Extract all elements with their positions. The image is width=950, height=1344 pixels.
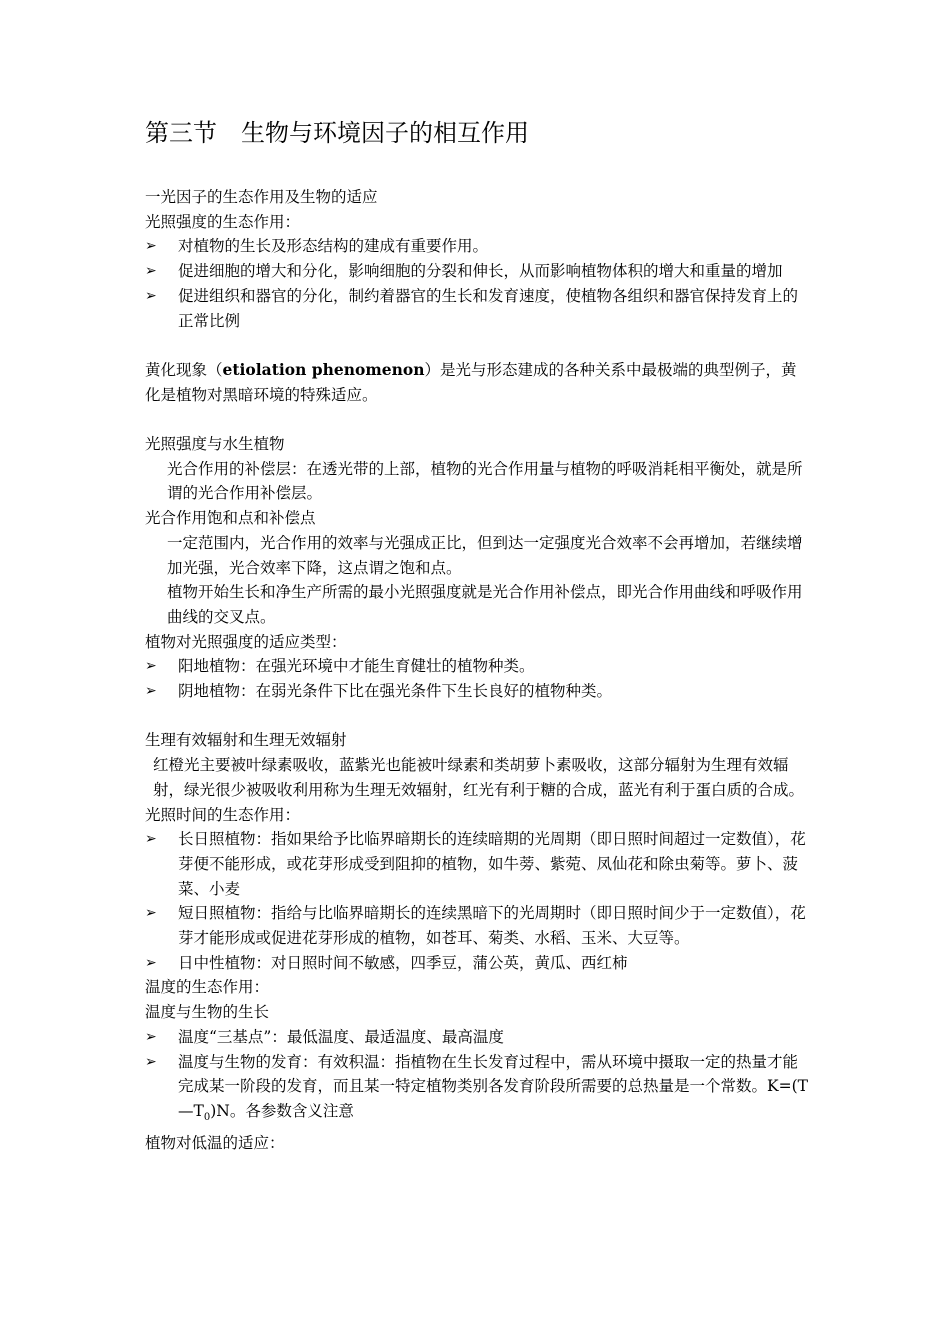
list-item: ➢ 促进细胞的增大和分化，影响细胞的分裂和伸长，从而影响植物体积的增大和重量的增加	[145, 259, 810, 284]
bullet-arrow-icon: ➢	[145, 954, 157, 971]
list-item: ➢ 阳地植物：在强光环境中才能生育健壮的植物种类。	[145, 654, 810, 679]
subheading: 光合作用饱和点和补偿点	[145, 509, 316, 528]
subheading: 温度与生物的生长	[145, 1003, 270, 1022]
paragraph: 植物开始生长和净生产所需的最小光照强度就是光合作用补偿点，即光合作用曲线和呼吸作用曲线的交叉点。	[167, 583, 803, 626]
section-heading: 一光因子的生态作用及生物的适应	[145, 188, 378, 206]
paragraph: 一定范围内，光合作用的效率与光强成正比，但到达一定强度光合效率不会再增加，若继续增加光强，光合效率下降，这点谓之饱和点。	[167, 533, 803, 577]
document-body	[145, 185, 810, 1155]
bullet-arrow-icon: ➢	[145, 238, 157, 255]
bullet-arrow-icon: ➢	[145, 287, 157, 304]
list-item: ➢ 阴地植物：在弱光条件下比在强光条件下生长良好的植物种类。	[145, 679, 810, 704]
list-item: ➢ 短日照植物：指给与比临界暗期长的连续黑暗下的光周期时（即日照时间少于一定数值），花芽才能形成或促进花芽形成的植物，如苍耳、菊类、水稻、玉米、大豆等。	[145, 901, 810, 950]
section-heading: 光照强度与水生植物	[145, 435, 285, 453]
bullet-arrow-icon: ➢	[145, 1053, 157, 1070]
paragraph: 光合作用的补偿层：在透光带的上部，植物的光合作用量与植物的呼吸消耗相平衡处，就是所谓的光合作用补偿层。	[167, 459, 803, 503]
bullet-arrow-icon: ➢	[145, 1028, 157, 1045]
bullet-arrow-icon: ➢	[145, 683, 157, 700]
english-term: etiolation phenomenon	[222, 359, 425, 379]
subheading: 植物对低温的适应：	[145, 1133, 285, 1152]
subheading: 植物对光照强度的适应类型：	[145, 632, 347, 651]
paragraph: 红橙光主要被叶绿素吸收，蓝紫光也能被叶绿素和类胡萝卜素吸收，这部分辐射为生理有效辐射，绿光很少被吸收利用称为生理无效辐射，红光有利于糖的合成，蓝光有利于蛋白质的合成。	[153, 756, 805, 799]
page-title: 第三节 生物与环境因子的相互作用	[145, 119, 529, 147]
list-item: ➢ 温度与生物的发育：有效积温：指植物在生长发育过程中，需从环境中摄取一定的热量才能完成某一阶段的发育，而且某一特定植物类别各发育阶段所需要的总热量是一个常数。$K=(T—T_0)N$。各参数含义注意	[145, 1050, 810, 1131]
section-heading: 温度的生态作用：	[145, 978, 270, 997]
formula: $K=(T—T_0)N$	[178, 1077, 808, 1124]
bullet-arrow-icon: ➢	[145, 263, 157, 280]
list-item: ➢ 日中性植物：对日照时间不敏感，四季豆，蒲公英，黄瓜、西红柿	[145, 951, 810, 976]
bullet-arrow-icon: ➢	[145, 905, 157, 922]
section-heading: 生理有效辐射和生理无效辐射	[145, 731, 347, 750]
list-item: ➢ 对植物的生长及形态结构的建成有重要作用。	[145, 234, 810, 259]
etiolation-paragraph: 黄化现象（etiolation phenomenon）是光与形态建成的各种关系中最极端的典型例子，黄化是植物对黑暗环境的特殊适应。	[145, 359, 797, 404]
subheading: 光照强度的生态作用：	[145, 212, 301, 231]
subheading: 光照时间的生态作用：	[145, 805, 301, 824]
list-item: ➢ 长日照植物：指如果给予比临界暗期长的连续暗期的光周期（即日照时间超过一定数值），花芽便不能形成，或花芽形成受到阻抑的植物，如牛蒡、紫菀、凤仙花和除虫菊等。萝卜、菠菜、小麦	[145, 827, 810, 901]
bullet-arrow-icon: ➢	[145, 831, 157, 848]
bullet-arrow-icon: ➢	[145, 658, 157, 675]
list-item: ➢ 温度“三基点”：最低温度、最适温度、最高温度	[145, 1025, 810, 1050]
list-item: ➢ 促进组织和器官的分化，制约着器官的生长和发育速度，使植物各组织和器官保持发育上的正常比例	[145, 284, 810, 333]
